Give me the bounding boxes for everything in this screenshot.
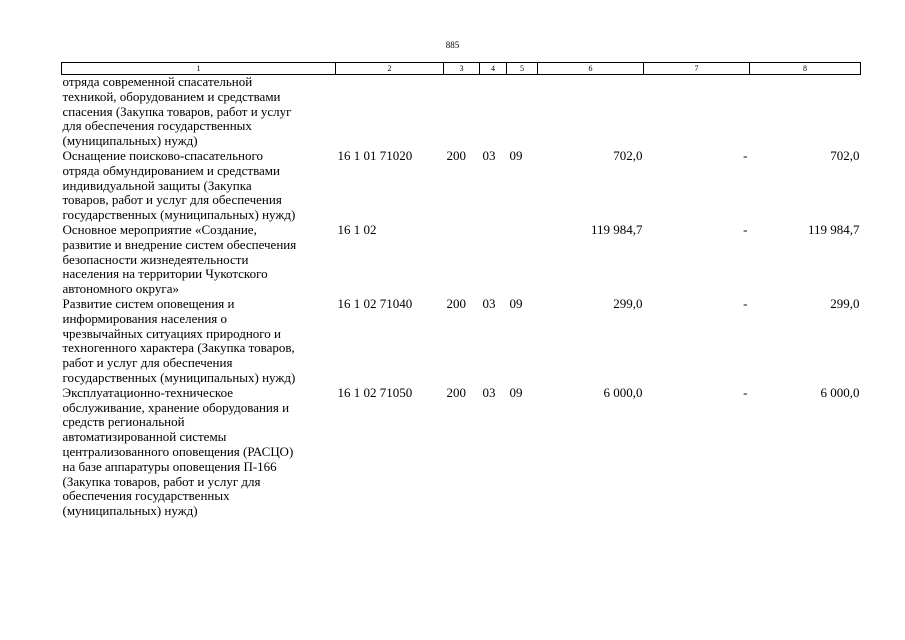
description-line: (Закупка товаров, работ и услуг для: [62, 473, 261, 489]
description-line: индивидуальной защиты (Закупка: [62, 177, 252, 193]
row-expense-type: 200: [446, 384, 466, 400]
row-amount-federal: -: [743, 221, 748, 237]
description-line: товаров, работ и услуг для обеспечения: [62, 192, 282, 208]
row-subsection: [507, 75, 538, 149]
description-line: информирования населения о: [62, 310, 228, 326]
description-line: Оснащение поисково-спасательного: [62, 147, 264, 163]
table-body: [62, 75, 861, 519]
description-line: централизованного оповещения (РАСЦО): [62, 443, 294, 459]
description-line: спасения (Закупка товаров, работ и услуг: [62, 103, 292, 119]
description-line: обслуживание, хранение оборудования и: [62, 399, 290, 415]
row-target-code: 16 1 02 71040: [337, 295, 413, 311]
row-amount-federal: -: [743, 147, 748, 163]
description-line: чрезвычайных ситуациях природного и: [62, 325, 281, 341]
row-section: 03: [482, 147, 496, 163]
table-row: [62, 75, 861, 149]
row-section: [480, 75, 507, 149]
row-amount-federal: -: [743, 295, 748, 311]
table-row: [62, 297, 861, 386]
row-amount-regional: 6 000,0: [820, 384, 860, 400]
description-line: отряда современной спасательной: [62, 74, 253, 89]
description-line: отряда обмундированием и средствами: [62, 162, 280, 178]
row-amount-regional: 702,0: [830, 147, 860, 163]
row-target-code: 16 1 02: [337, 221, 377, 237]
header-col-1: 1: [62, 63, 336, 75]
row-description: [62, 75, 336, 149]
row-description: [62, 386, 336, 519]
description-line: техногенного характера (Закупка товаров,: [62, 340, 295, 356]
description-line: Эксплуатационно-техническое: [62, 384, 233, 400]
header-col-6: 6: [538, 63, 644, 75]
row-amount-total: 6 000,0: [603, 384, 643, 400]
description-line: Развитие систем оповещения и: [62, 295, 235, 311]
header-col-7: 7: [644, 63, 750, 75]
row-subsection: 09: [509, 147, 523, 163]
row-amount-federal: [644, 75, 750, 149]
description-line: (муниципальных) нужд): [62, 503, 198, 519]
description-line: для обеспечения государственных: [62, 118, 252, 134]
header-col-4: 4: [480, 63, 507, 75]
row-amount-regional: [750, 75, 861, 149]
row-amount-total: 119 984,7: [590, 221, 643, 237]
row-expense-type: 200: [446, 147, 466, 163]
row-amount-total: [538, 75, 644, 149]
description-line: обеспечения государственных: [62, 488, 230, 504]
description-line: автономного округа»: [62, 281, 179, 297]
description-line: государственных (муниципальных) нужд): [62, 207, 296, 223]
description-line: (муниципальных) нужд): [62, 133, 198, 149]
page-number: 885: [445, 40, 460, 50]
description-line: государственных (муниципальных) нужд): [62, 369, 296, 385]
row-expense-type: [444, 75, 480, 149]
header-col-5: 5: [507, 63, 538, 75]
table-row: [62, 149, 861, 223]
table-row: [62, 223, 861, 297]
description-line: развитие и внедрение систем обеспечения: [62, 236, 297, 252]
row-section: [480, 223, 507, 297]
header-row: [62, 63, 861, 75]
description-line: техникой, оборудованием и средствами: [62, 88, 281, 104]
row-amount-total: 702,0: [613, 147, 643, 163]
table-header: [62, 63, 861, 75]
description-line: на базе аппаратуры оповещения П-166: [62, 458, 277, 474]
description-line: Основное мероприятие «Создание,: [62, 221, 257, 237]
header-col-2: 2: [336, 63, 444, 75]
table-row: [62, 386, 861, 519]
description-line: автоматизированной системы: [62, 429, 227, 445]
row-description: [62, 149, 336, 223]
row-amount-regional: 119 984,7: [807, 221, 860, 237]
row-amount-federal: -: [743, 384, 748, 400]
description-line: населения на территории Чукотского: [62, 266, 268, 282]
row-description: [62, 297, 336, 386]
row-amount-total: 299,0: [613, 295, 643, 311]
row-subsection: [507, 223, 538, 297]
row-amount-regional: 299,0: [830, 295, 860, 311]
row-subsection: 09: [509, 384, 523, 400]
row-target-code: 16 1 01 71020: [337, 147, 413, 163]
budget-table: [61, 62, 861, 519]
row-expense-type: 200: [446, 295, 466, 311]
row-target-code: 16 1 02 71050: [337, 384, 413, 400]
row-expense-type: [444, 223, 480, 297]
row-description: [62, 223, 336, 297]
description-line: средств региональной: [62, 414, 185, 430]
description-line: работ и услуг для обеспечения: [62, 355, 233, 371]
description-line: безопасности жизнедеятельности: [62, 251, 249, 267]
header-col-3: 3: [444, 63, 480, 75]
row-section: 03: [482, 295, 496, 311]
header-col-8: 8: [750, 63, 861, 75]
row-subsection: 09: [509, 295, 523, 311]
row-target-code: [336, 75, 444, 149]
row-section: 03: [482, 384, 496, 400]
